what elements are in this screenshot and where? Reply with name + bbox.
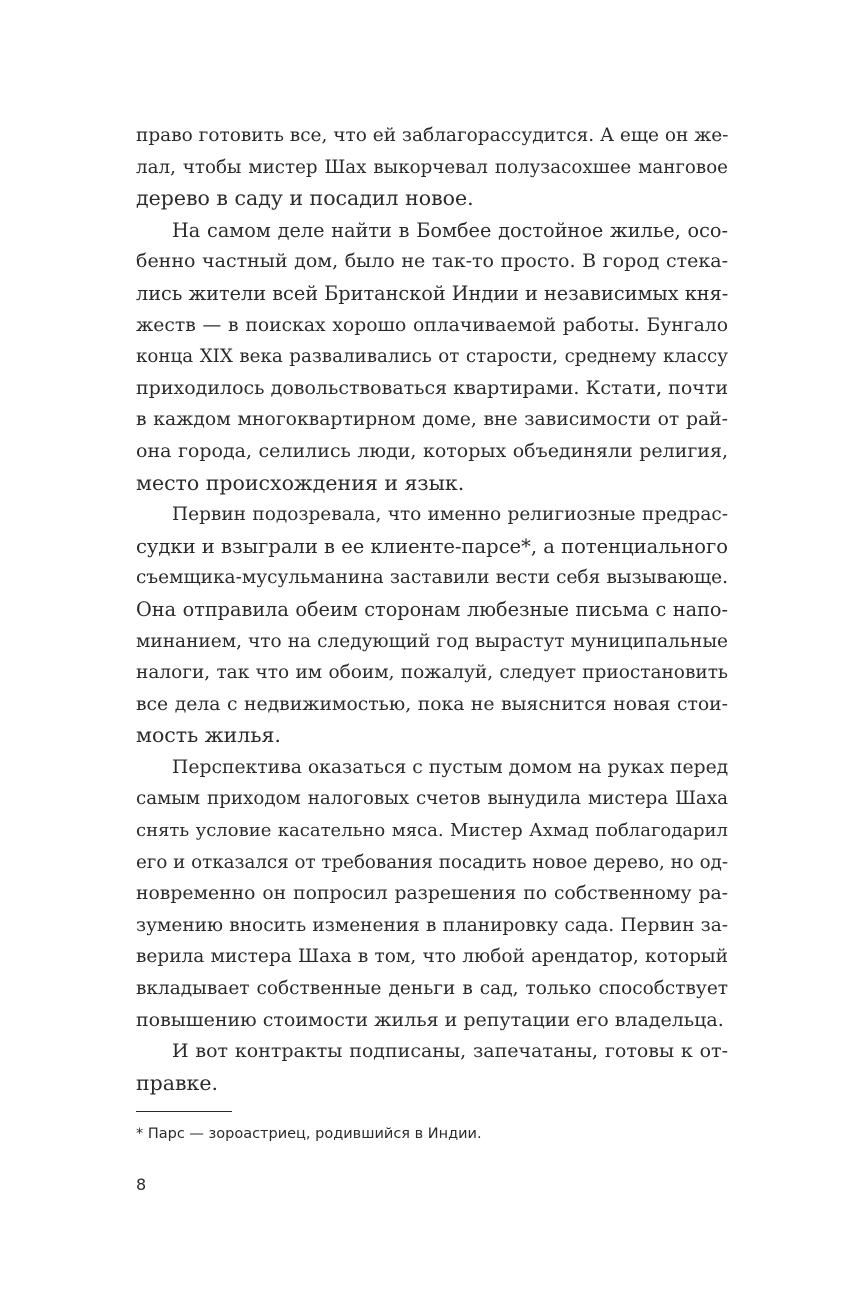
text-line: Она отправила обеим сторонам любезные письма с напо- [136,597,728,621]
paragraph [136,215,728,499]
text-line: вкладывает собственные деньги в сад, только способствует [136,978,728,1000]
paragraph [136,752,728,1036]
paragraph [136,499,728,752]
text-line: минанием, что на следующий год вырастут муниципальные [136,630,728,652]
text-line: в каждом многоквартирном доме, вне зависимости от рай- [136,409,728,431]
text-line: она города, селились люди, которых объединяли религия, [136,439,728,462]
footnote-divider [136,1111,232,1112]
text-line: новременно он попросил разрешения по собственному ра- [136,883,728,905]
text-line: налоги, так что им обоим, пожалуй, следует приостановить [136,662,728,684]
text-line: Первин подозревала, что именно религиозные предрас- [172,504,728,526]
text-line: все дела с недвижимостью, пока не выяснится новая стои- [136,693,728,715]
text-line: верила мистера Шаха в том, что любой арендатор, который [136,946,728,968]
text-line: повышению стоимости жилья и репутации его владельца. [136,1008,724,1031]
text-line: зумению вносить изменения в планировку сада. Первин за- [136,914,728,936]
text-line: право готовить все, что ей заблагорассудится. А еще он же- [136,125,729,146]
text-line: Перспектива оказаться с пустым домом на руках перед [172,756,729,778]
paragraph [136,1036,728,1099]
text-line: На самом деле найти в Бомбее достойное жилье, осо- [172,218,728,242]
text-line: его и отказался от требования посадить новое дерево, но од- [136,851,728,873]
text-line: место происхождения и язык. [136,470,465,495]
text-line: мость жилья. [136,723,281,748]
footnote: * Парс — зороастриец, родившийся в Индии. [136,1126,482,1142]
text-line: жеств — в поисках хорошо оплачиваемой работы. Бунгало [136,314,728,336]
text-line: И вот контракты подписаны, запечатаны, готовы к от- [172,1040,728,1063]
text-line: самым приходом налоговых счетов вынудила мистера Шаха [136,788,728,810]
text-line: дерево в саду и посадил новое. [136,186,474,211]
text-line: бенно частный дом, было не так-то просто. В город стека- [136,250,728,273]
paragraph [136,120,728,215]
page-number: 8 [136,1175,147,1194]
text-line: снять условие касательно мяса. Мистер Ахмад поблагодарил [136,820,728,842]
text-line: приходилось довольствоваться квартирами. Кстати, почти [136,376,728,399]
text-line: судки и взыграли в ее клиенте-парсе*, а потенциального [136,534,728,558]
body-text [136,120,728,1099]
text-line: лись жители всей Британской Индии и независимых кня- [136,281,729,305]
text-line: конца XIX века разваливались от старости, среднему классу [136,346,728,368]
text-line: лал, чтобы мистер Шах выкорчевал полузасохшее манговое [136,156,728,178]
text-line: правке. [136,1070,219,1095]
text-line: съемщика-мусульманина заставили вести себя вызывающе. [136,567,728,589]
